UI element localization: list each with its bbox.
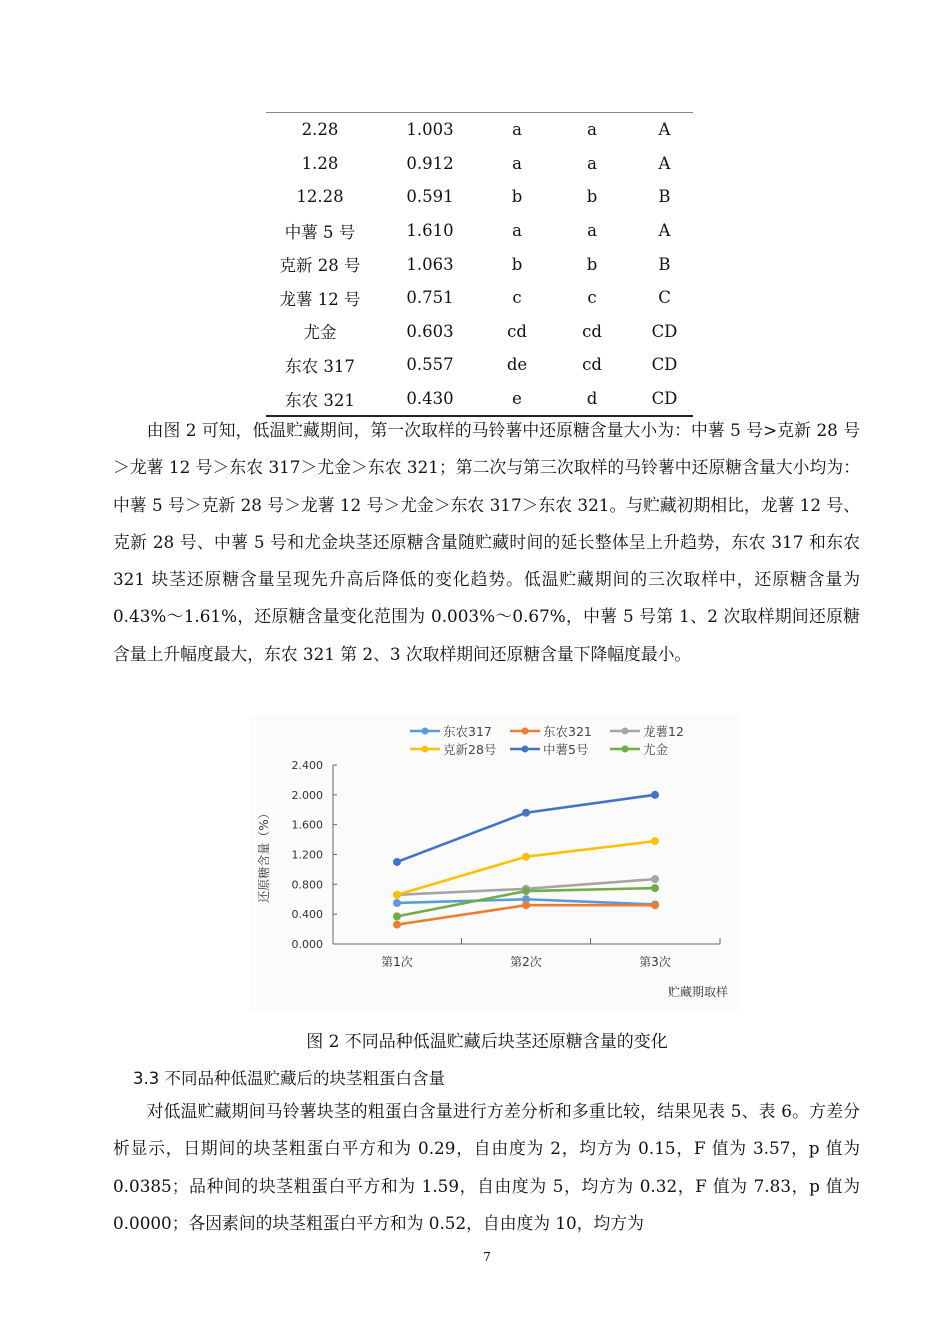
data-point	[651, 837, 659, 845]
legend-label: 东农317	[443, 724, 492, 739]
table-cell: 12.28	[296, 187, 344, 207]
table-cell: a	[512, 120, 522, 140]
table-cell: 0.751	[406, 288, 454, 308]
legend-marker	[422, 728, 429, 735]
table-cell: CD	[651, 389, 678, 409]
x-axis-label: 贮藏期取样	[667, 985, 728, 999]
table-row	[266, 180, 693, 214]
y-tick-label: 0.800	[291, 878, 323, 892]
table-cell: a	[587, 120, 597, 140]
table-cell: de	[506, 355, 528, 375]
legend-label: 尤金	[643, 742, 669, 757]
legend-label: 克新28号	[443, 742, 497, 757]
table-cell: e	[512, 389, 522, 409]
data-point	[522, 901, 530, 909]
table-cell: b	[511, 187, 523, 207]
legend-label: 龙薯12	[643, 724, 684, 739]
table-cell: 1.28	[301, 153, 339, 173]
data-point	[522, 809, 530, 817]
table-cell: b	[511, 254, 523, 274]
table-cell: cd	[507, 321, 527, 341]
table-cell: 2.28	[301, 120, 339, 140]
data-point	[522, 887, 530, 895]
table-cell: B	[658, 187, 671, 207]
legend-label: 中薯5号	[543, 742, 589, 757]
data-point	[393, 899, 401, 907]
table-cell: c	[512, 288, 522, 308]
data-point	[651, 875, 659, 883]
legend-marker	[622, 746, 629, 753]
y-tick-label: 0.400	[291, 908, 323, 922]
paragraph-reducing-sugar	[113, 412, 860, 673]
table-cell: 0.912	[406, 153, 454, 173]
table-cell: CD	[651, 355, 678, 375]
table-cell: 1.610	[406, 221, 454, 241]
data-point	[393, 891, 401, 899]
table-cell: 东农 321	[285, 390, 355, 410]
data-point	[393, 921, 401, 929]
table-cell: B	[658, 254, 671, 274]
data-point	[393, 858, 401, 866]
table-cell: 0.603	[406, 321, 454, 341]
table-cell: 龙薯 12 号	[279, 289, 361, 309]
legend-label: 东农321	[543, 724, 592, 739]
figure-caption: 图 2 不同品种低温贮藏后块茎还原糖含量的变化	[306, 1032, 668, 1052]
table-cell: 1.063	[406, 254, 454, 274]
data-point	[651, 791, 659, 799]
table-cell: cd	[582, 321, 602, 341]
table-row	[266, 382, 693, 416]
table-cell: A	[658, 120, 671, 140]
table-cell: A	[658, 221, 671, 241]
data-point	[522, 853, 530, 861]
x-tick-label: 第2次	[510, 955, 542, 969]
legend-marker	[522, 728, 529, 735]
legend-marker	[622, 728, 629, 735]
table-cell: 尤金	[303, 323, 337, 343]
table-cell: 克新 28 号	[279, 256, 361, 276]
x-tick-label: 第1次	[381, 955, 413, 969]
y-axis-label: 还原糖含量（%）	[257, 807, 271, 903]
legend-marker	[422, 746, 429, 753]
table-cell: c	[587, 288, 597, 308]
table-cell: A	[658, 153, 671, 173]
table-cell: CD	[651, 321, 678, 341]
y-tick-label: 1.600	[291, 818, 323, 832]
paragraph-text: 由图 2 可知，低温贮藏期间，第一次取样的马铃薯中还原糖含量大小为：中薯 5 号>克新 28 号＞龙薯 12 号＞东农 317＞尤金＞东农 321；第二次与第三次取样的马铃薯中还原糖含量大小均为：中薯 5 号＞克新 28 号＞龙薯 12 号＞尤金＞东农 317＞东农 321。与贮藏初期相比，龙薯 12 号、克新 28 号、中薯 5 号和尤金块茎还原糖含量随贮藏时间的延长整体呈上升趋势，东农 317 和东农 321 块茎还原糖含量呈现先升高后降低的变化趋势。低温贮藏期间的三次取样中，还原糖含量为 0.43%～1.61%，还原糖含量变化范围为 0.003%～0.67%，中薯 5 号第 1、2 次取样期间还原糖含量上升幅度最大，东农 321 第 2、3 次取样期间还原糖含量下降幅度最小。	[113, 420, 860, 664]
data-point	[393, 912, 401, 920]
y-tick-label: 1.200	[291, 848, 323, 862]
table-cell: a	[587, 153, 597, 173]
table-cell: a	[587, 221, 597, 241]
table-row	[266, 247, 693, 281]
table-cell: 中薯 5 号	[284, 222, 356, 242]
reducing-sugar-line-chart	[250, 715, 740, 1010]
table-cell: b	[586, 187, 598, 207]
paragraph-crude-protein	[113, 1093, 860, 1242]
section-heading: 3.3 不同品种低温贮藏后的块茎粗蛋白含量	[133, 1069, 445, 1088]
table-row	[266, 348, 693, 382]
y-tick-label: 0.000	[291, 938, 323, 951]
table-row	[266, 214, 693, 248]
data-point	[651, 884, 659, 892]
legend-marker	[522, 746, 529, 753]
table-row	[266, 281, 693, 315]
table-cell: a	[512, 221, 522, 241]
table-row	[266, 147, 693, 181]
table-row	[266, 113, 693, 147]
table-cell: a	[512, 153, 522, 173]
page-number: 7	[483, 1250, 491, 1264]
data-point	[651, 901, 659, 909]
table-cell: cd	[582, 355, 602, 375]
table-cell: d	[586, 389, 598, 409]
multiple-comparison-table	[266, 112, 693, 417]
table-cell: 0.557	[406, 355, 454, 375]
table-cell: 0.591	[406, 187, 454, 207]
table-cell: C	[658, 288, 671, 308]
y-tick-label: 2.000	[291, 788, 323, 802]
table-cell: 1.003	[406, 120, 454, 140]
paragraph-text: 对低温贮藏期间马铃薯块茎的粗蛋白含量进行方差分析和多重比较，结果见表 5、表 6。方差分析显示，日期间的块茎粗蛋白平方和为 0.29，自由度为 2，均方为 0.15，F 值为 3.57，p 值为 0.0385；品种间的块茎粗蛋白平方和为 1.59，自由度为 5，均方为 0.32，F 值为 7.83，p 值为 0.0000；各因素间的块茎粗蛋白平方和为 0.52，自由度为 10，均方为	[113, 1101, 860, 1233]
table-cell: 东农 317	[285, 356, 355, 376]
table-cell: b	[586, 254, 598, 274]
x-tick-label: 第3次	[639, 955, 671, 969]
table-cell: 0.430	[406, 389, 454, 409]
y-tick-label: 2.400	[291, 759, 323, 772]
table-row	[266, 315, 693, 349]
